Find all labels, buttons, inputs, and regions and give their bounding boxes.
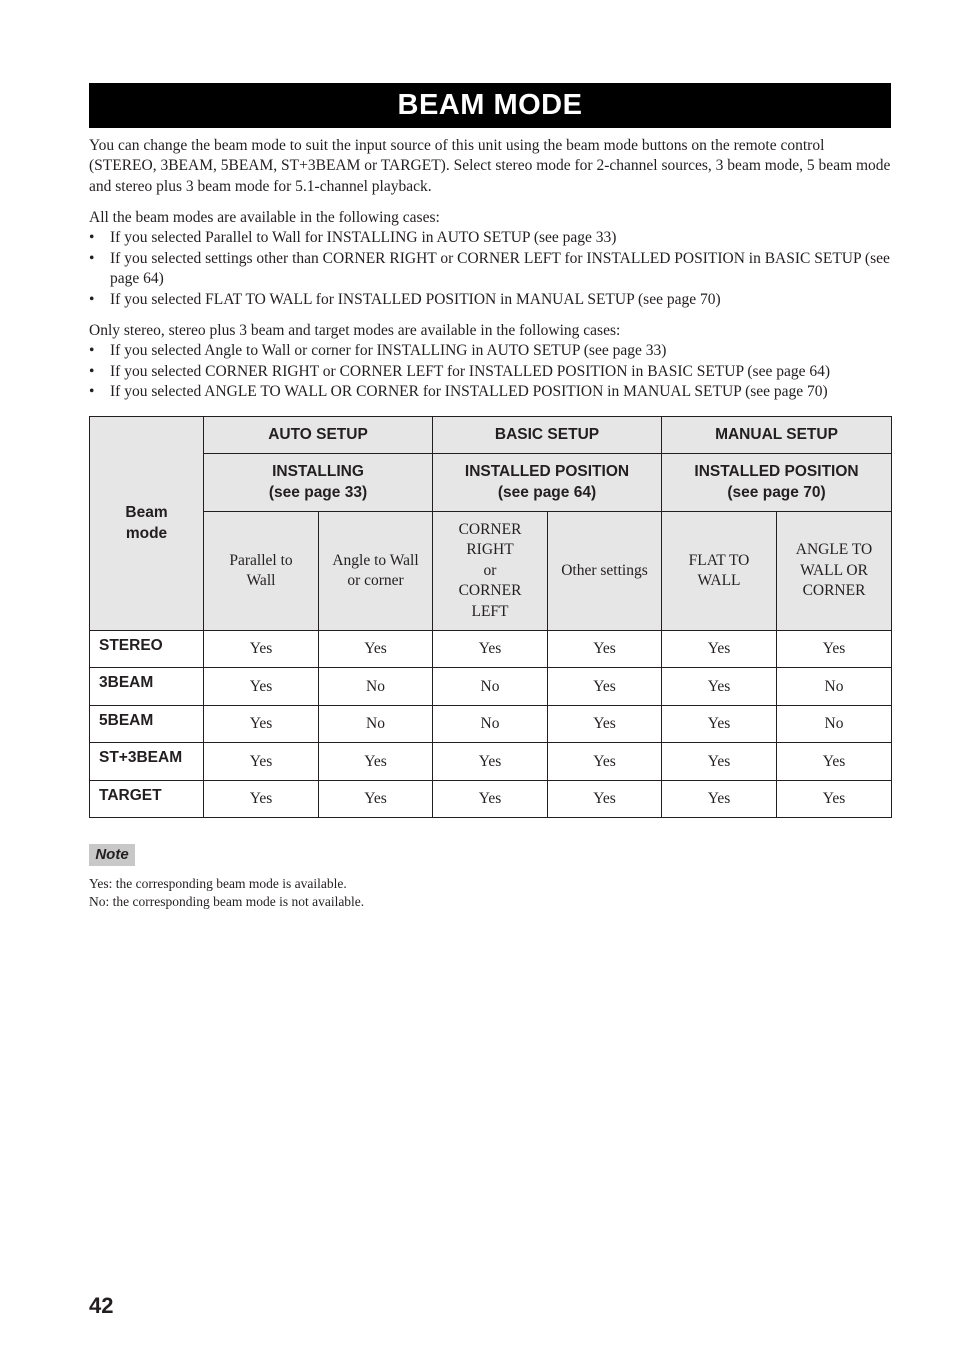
option-header-flat-to-wall: [662, 512, 777, 631]
table-row: [90, 631, 892, 668]
option-line: or: [483, 561, 497, 579]
table-row: [90, 668, 892, 706]
group-header-manual-setup: MANUAL SETUP: [662, 417, 892, 454]
table-cell: No: [777, 668, 892, 706]
option-line: or corner: [347, 572, 404, 589]
option-line: Angle to Wall: [332, 551, 419, 569]
table-header-row: [90, 417, 892, 454]
option-line: FLAT TO: [688, 551, 750, 569]
all-modes-section: [89, 208, 891, 310]
all-modes-lead: All the beam modes are available in the following cases:: [89, 209, 440, 226]
note-label: Note: [89, 844, 135, 866]
option-header-corner: [433, 512, 548, 631]
note-line: Yes: the corresponding beam mode is available.: [89, 876, 347, 891]
table-cell: Yes: [777, 743, 892, 781]
option-header-other-settings: [548, 512, 662, 631]
corner-header-line: mode: [125, 524, 168, 542]
note-text: [89, 875, 364, 911]
table-row: [90, 743, 892, 781]
option-line: Other settings: [561, 561, 648, 579]
param-header-installing: [204, 454, 433, 512]
intro-paragraph: [89, 136, 891, 197]
page-title: BEAM MODE: [89, 83, 891, 128]
param-header-line: (see page 70): [727, 483, 826, 501]
table-cell: Yes: [319, 781, 433, 818]
table-cell: Yes: [548, 781, 662, 818]
option-line: WALL OR: [800, 561, 868, 579]
table-cell: No: [433, 706, 548, 743]
param-header-line: (see page 64): [497, 483, 597, 501]
option-line: Wall: [246, 572, 276, 589]
group-header-auto-setup: AUTO SETUP: [204, 417, 433, 454]
option-line: ANGLE TO: [795, 541, 873, 559]
table-cell: Yes: [319, 743, 433, 781]
table-cell: Yes: [204, 631, 319, 668]
table-cell: Yes: [662, 781, 777, 818]
table-cell: Yes: [662, 631, 777, 668]
table-cell: Yes: [204, 743, 319, 781]
option-header-angle-to-wall: [319, 512, 433, 631]
param-header-line: INSTALLING: [272, 463, 364, 481]
param-header-line: INSTALLED POSITION: [464, 463, 630, 481]
table-header-row: [90, 454, 892, 512]
table-cell: Yes: [433, 631, 548, 668]
row-mode-label: 3BEAM: [90, 668, 204, 706]
option-line: Parallel to: [229, 551, 293, 569]
table-cell: Yes: [548, 668, 662, 706]
table-cell: Yes: [662, 668, 777, 706]
row-mode-label: STEREO: [90, 631, 204, 668]
option-line: CORNER: [458, 582, 522, 600]
param-header-manual-position: [662, 454, 892, 512]
param-header-basic-position: [433, 454, 662, 512]
corner-header-line: Beam: [125, 504, 168, 522]
list-item: • If you selected settings other than CORNER RIGHT or CORNER LEFT for INSTALLED POSITION in BASIC SETUP (see page 64): [89, 249, 891, 290]
table-cell: Yes: [319, 631, 433, 668]
option-header-angle-or-corner: [777, 512, 892, 631]
table-cell: Yes: [548, 743, 662, 781]
table-cell: No: [319, 668, 433, 706]
row-mode-label: TARGET: [90, 781, 204, 818]
list-item: • If you selected CORNER RIGHT or CORNER LEFT for INSTALLED POSITION in BASIC SETUP (see page 64): [89, 362, 891, 382]
list-item: • If you selected ANGLE TO WALL OR CORNER for INSTALLED POSITION in MANUAL SETUP (see page 70): [89, 382, 891, 402]
table-cell: Yes: [433, 743, 548, 781]
some-modes-section: [89, 321, 891, 403]
table-cell: Yes: [548, 706, 662, 743]
table-cell: Yes: [548, 631, 662, 668]
list-item: • If you selected FLAT TO WALL for INSTALLED POSITION in MANUAL SETUP (see page 70): [89, 290, 891, 310]
table-cell: Yes: [662, 706, 777, 743]
row-mode-label: 5BEAM: [90, 706, 204, 743]
some-modes-list: [89, 341, 891, 402]
table-cell: No: [319, 706, 433, 743]
table-row: [90, 706, 892, 743]
list-item: • If you selected Parallel to Wall for INSTALLING in AUTO SETUP (see page 33): [89, 228, 891, 248]
option-line: WALL: [697, 572, 741, 589]
option-line: CORNER: [458, 520, 522, 538]
table-cell: Yes: [204, 781, 319, 818]
param-header-line: (see page 33): [268, 483, 368, 501]
note-line: No: the corresponding beam mode is not available.: [89, 894, 365, 909]
list-item: • If you selected Angle to Wall or corner for INSTALLING in AUTO SETUP (see page 33): [89, 341, 891, 361]
option-line: LEFT: [471, 602, 509, 620]
table-cell: Yes: [204, 706, 319, 743]
option-line: CORNER: [802, 582, 866, 600]
beam-mode-table: [89, 416, 892, 818]
group-header-basic-setup: BASIC SETUP: [433, 417, 662, 454]
table-row: [90, 781, 892, 818]
table-cell: Yes: [433, 781, 548, 818]
option-line: RIGHT: [466, 541, 514, 559]
option-header-parallel-to-wall: [204, 512, 319, 631]
table-cell: Yes: [204, 668, 319, 706]
table-cell: Yes: [662, 743, 777, 781]
option-header-row: [90, 512, 892, 631]
intro-text: You can change the beam mode to suit the input source of this unit using the beam mode buttons on the remote control (STEREO, 3BEAM, 5BEAM, ST+3BEAM or TARGET). Select stereo mode for 2-channel sources, 3 beam mode, 5 beam mode and stereo plus 3 beam mode for 5.1-channel playback.: [89, 137, 891, 195]
page-number: 42: [89, 1293, 114, 1318]
some-modes-lead: Only stereo, stereo plus 3 beam and target modes are available in the following cases:: [89, 322, 621, 339]
row-mode-label: ST+3BEAM: [90, 743, 204, 781]
param-header-line: INSTALLED POSITION: [694, 463, 859, 481]
table-cell: Yes: [777, 631, 892, 668]
table-cell: Yes: [777, 781, 892, 818]
table-cell: No: [433, 668, 548, 706]
beam-mode-corner-header: [90, 417, 204, 631]
table-cell: No: [777, 706, 892, 743]
all-modes-list: [89, 228, 891, 310]
